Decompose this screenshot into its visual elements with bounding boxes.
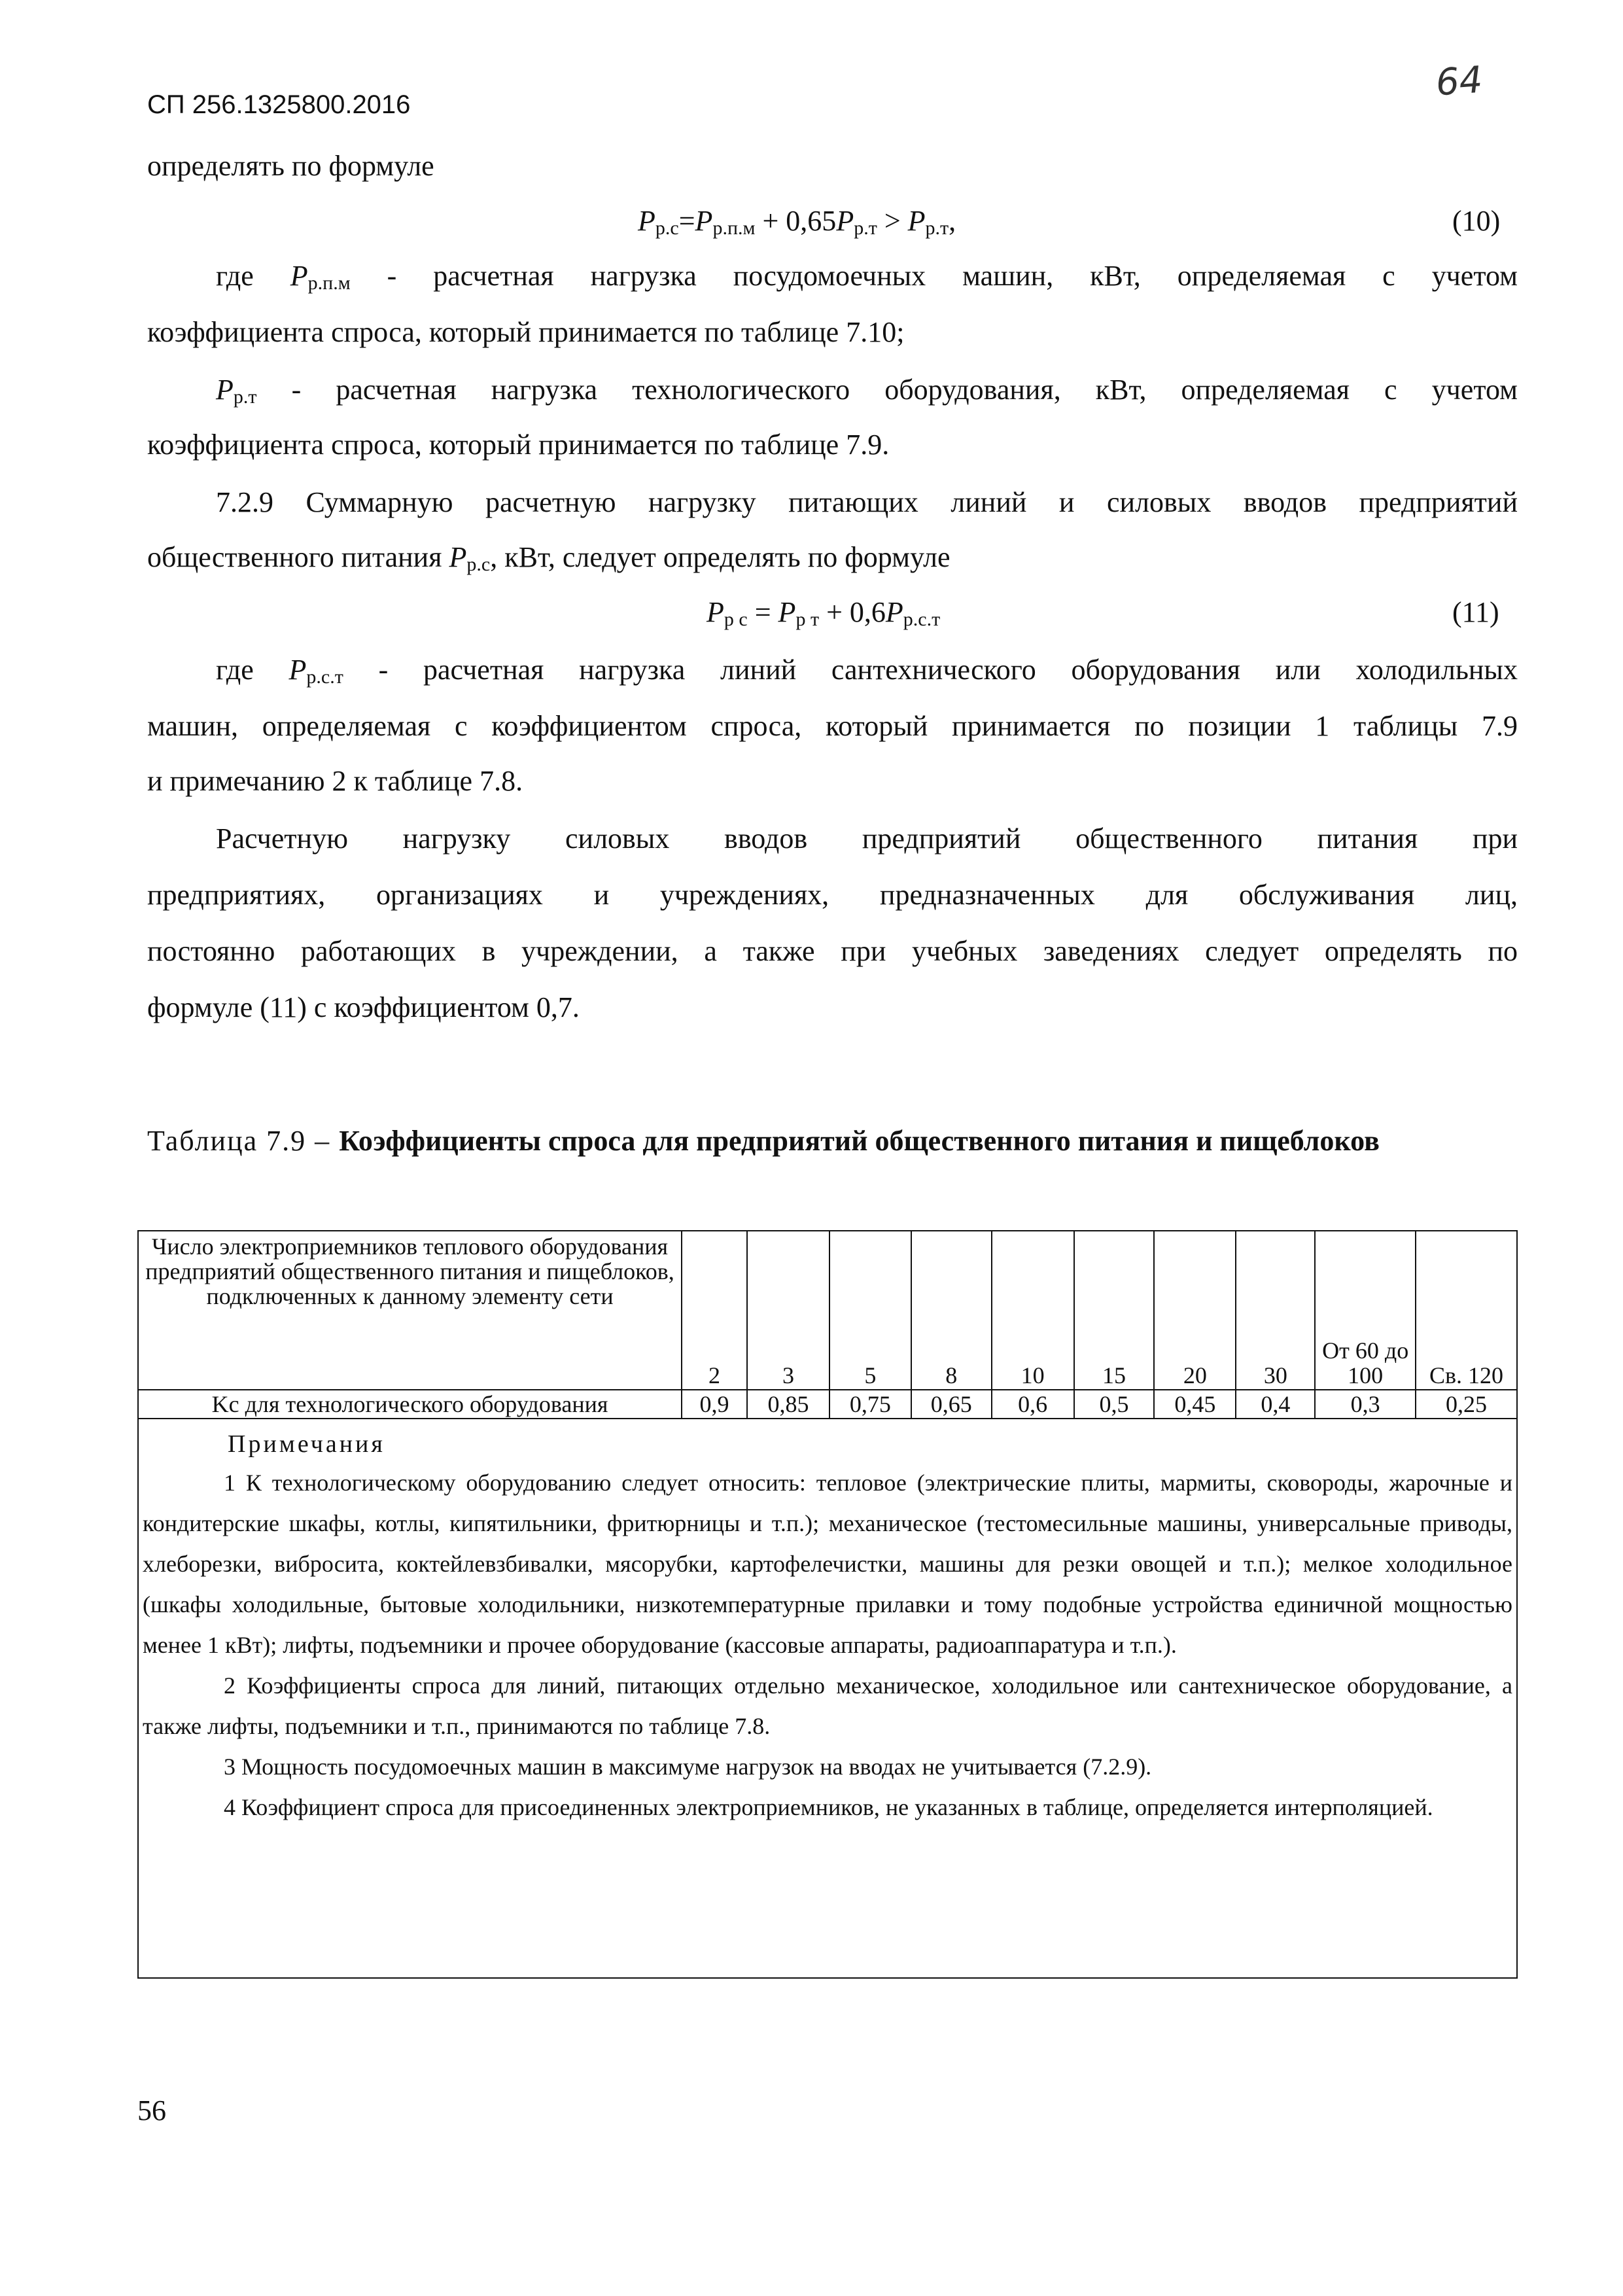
clause-7-2-9-cont: общественного питания $P_{р.с}$, кВт, следует определять по формуле <box>147 541 951 575</box>
paragraph-line-3: постоянно работающих в учреждении, а также при учебных заведениях следует определять по <box>147 935 1518 967</box>
table-col-header: 10 <box>992 1231 1074 1390</box>
definition-p-rst-cont2: и примечанию 2 к таблице 7.8. <box>147 765 523 797</box>
table-cell: 0,4 <box>1236 1390 1315 1419</box>
page-number: 56 <box>137 2094 166 2127</box>
definition-p-rst: где $P_{р.с.т}$ - расчетная нагрузка линий сантехнического оборудования или холодильных <box>216 654 1518 688</box>
table-cell: 0,65 <box>911 1390 992 1419</box>
table-header-row <box>138 1231 1517 1390</box>
table-col-header: 30 <box>1236 1231 1315 1390</box>
note-4: 4 Коэффициент спроса для присоединенных электроприемников, не указанных в таблице, определяется интерполяцией. <box>224 1794 1433 1820</box>
definition-p-rt-cont: коэффициента спроса, который принимается по таблице 7.9. <box>147 429 890 461</box>
equation-number-10: (10) <box>1452 205 1501 237</box>
definition-p-rst-cont1: машин, определяемая с коэффициентом спроса, который принимается по позиции 1 таблицы 7.9 <box>147 710 1518 742</box>
table-col-header: От 60 до 100 <box>1315 1231 1416 1390</box>
notes-title: Примечания <box>228 1430 385 1458</box>
table-col-header: 20 <box>1154 1231 1236 1390</box>
table-cell: 0,85 <box>747 1390 829 1419</box>
definition-p-rpm-cont: коэффициента спроса, который принимается по таблице 7.10; <box>147 316 905 348</box>
clause-7-2-9: 7.2.9 Суммарную расчетную нагрузку питающих линий и силовых вводов предприятий <box>216 486 1518 518</box>
table-row-label: Kс для технологического оборудования <box>138 1390 682 1419</box>
table-7-9 <box>137 1230 1518 1979</box>
paragraph-line-2: предприятиях, организациях и учреждениях, предназначенных для обслуживания лиц, <box>147 879 1518 911</box>
paragraph-line-4: формуле (11) с коэффициентом 0,7. <box>147 991 580 1023</box>
table-cell: 0,45 <box>1154 1390 1236 1419</box>
equation-number-11: (11) <box>1452 596 1499 628</box>
note-1: 1 К технологическому оборудованию следует относить: тепловое (электрические плиты, мармиты, сковороды, жарочные и кондитерские шкафы, котлы, кипятильники, фритюрницы и т.п.); механическое (тестомесильные машины, универсальные приводы, хлеборезки, вибросита, коктейлевзбивалки, мясорубки, картофелечистки, машины для резки овощей и т.п.); мелкое холодильное (шкафы холодильные, бытовые холодильники, низкотемпературные прилавки и тому подобные устройства единичной мощностью менее 1 кВт); лифты, подъемники и прочее оборудование (кассовые аппараты, радиоаппаратура и т.п.). <box>143 1470 1512 1658</box>
table-cell: 0,5 <box>1074 1390 1155 1419</box>
formula-11: $P_{р с} = P_{р т} + 0,6P_{р.с.т}$ <box>707 596 941 630</box>
table-cell: 0,9 <box>682 1390 747 1419</box>
handwritten-page-number: 64 <box>1434 58 1484 105</box>
table-cell: 0,75 <box>829 1390 911 1419</box>
note-2: 2 Коэффициенты спроса для линий, питающих отдельно механическое, холодильное или сантехническое оборудование, а также лифты, подъемники и т.п., принимаются по таблице 7.8. <box>143 1672 1512 1739</box>
note-3: 3 Мощность посудомоечных машин в максимуме нагрузок на вводах не учитывается (7.2.9). <box>224 1754 1152 1780</box>
table-col-header: Св. 120 <box>1416 1231 1517 1390</box>
document-code: СП 256.1325800.2016 <box>147 90 411 119</box>
table-col-header: 8 <box>911 1231 992 1390</box>
table-row <box>138 1390 1517 1419</box>
intro-text: определять по формуле <box>147 150 434 182</box>
table-cell: 0,6 <box>992 1390 1074 1419</box>
table-col-header: 2 <box>682 1231 747 1390</box>
table-cell: 0,3 <box>1315 1390 1416 1419</box>
table-col-header: 5 <box>829 1231 911 1390</box>
table-col-header: 3 <box>747 1231 829 1390</box>
table-cell: 0,25 <box>1416 1390 1517 1419</box>
formula-10: $P_{р.с}=P_{р.п.м} + 0,65P_{р.т} > P_{р.т}$, <box>638 205 956 239</box>
table-notes <box>137 1419 1518 1979</box>
table-header-label: Число электроприемников теплового оборудования предприятий общественного питания и пищеблоков, подключенных к данному элементу сети <box>138 1231 682 1390</box>
paragraph-line-1: Расчетную нагрузку силовых вводов предприятий общественного питания при <box>216 822 1518 855</box>
table-caption: Таблица 7.9 – Коэффициенты спроса для предприятий общественного питания и пищеблоков <box>147 1125 1380 1157</box>
definition-p-rpm: где $P_{р.п.м}$ - расчетная нагрузка посудомоечных машин, кВт, определяемая с учетом <box>216 260 1518 294</box>
table-col-header: 15 <box>1074 1231 1155 1390</box>
definition-p-rt: $P_{р.т}$ - расчетная нагрузка технологического оборудования, кВт, определяемая с учетом <box>216 374 1518 408</box>
